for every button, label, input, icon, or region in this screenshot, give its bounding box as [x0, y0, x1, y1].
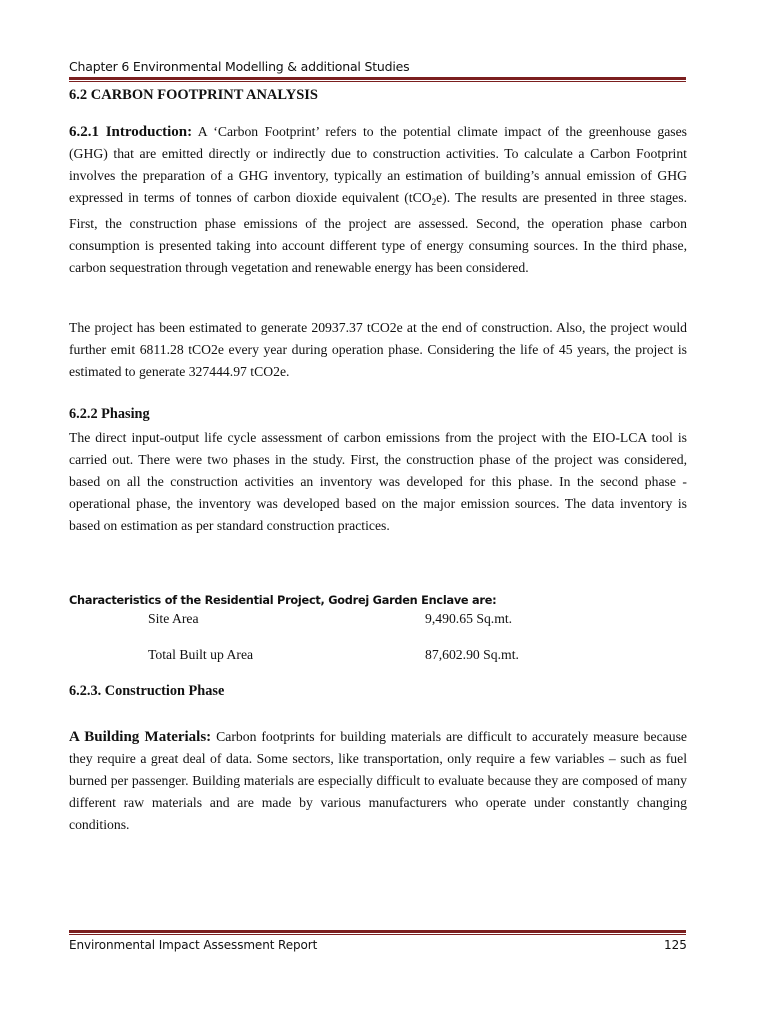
page-number: 125: [664, 938, 687, 952]
construction-heading: 6.2.3. Construction Phase: [69, 683, 225, 699]
materials-text: Carbon footprints for building materials are difficult to accurately measure because they require a great deal of data. Some sectors, like transportation, only require a few variables – such as fuel burned per passenger. Building materials are especially difficult to evaluate because they are composed of many different raw materials and are made by various manufacturers who operate under constantly changing conditions.: [69, 729, 687, 832]
running-header: Chapter 6 Environmental Modelling & additional Studies: [69, 59, 410, 74]
materials-paragraph: [69, 726, 687, 836]
site-area-value: 9,490.65 Sq.mt.: [425, 611, 513, 626]
materials-heading: A Building Materials:: [69, 729, 212, 745]
phasing-paragraph: The direct input-output life cycle assessment of carbon emissions from the project with the EIO-LCA tool is carried out. There were two phases in the study. First, the construction phase of the project was considered, based on all the construction activities an inventory was developed for this phase. In the second phase - operational phase, the inventory was developed based on the major emission sources. The data inventory is based on estimation as per standard construction practices.: [69, 430, 687, 533]
phasing-heading: 6.2.2 Phasing: [69, 406, 150, 422]
footer-report-title: Environmental Impact Assessment Report: [69, 938, 318, 952]
site-area-label: Site Area: [148, 611, 199, 626]
intro-text-part2: e). The results are presented in three stages. First, the construction phase emissions of the project are assessed. Second, the operation phase carbon consumption is presented taking into account different type of energy consuming sources. In the third phase, carbon sequestration through vegetation and renewable energy has been considered.: [69, 190, 687, 275]
intro-text-part1: A ‘Carbon Footprint’ refers to the potential climate impact of the greenhouse gases (GHG) that are emitted directly or indirectly due to construction activities. To calculate a Carbon Footprint involves the preparation of a GHG inventory, typically an estimation of building’s annual emission of GHG expressed in terms of tonnes of carbon dioxide equivalent (tCO: [69, 124, 687, 205]
characteristics-title: Characteristics of the Residential Project, Godrej Garden Enclave are:: [69, 594, 497, 607]
header-rule: [69, 77, 686, 82]
intro-paragraph: [69, 121, 687, 279]
estimate-paragraph: The project has been estimated to generate 20937.37 tCO2e at the end of construction. Also, the project would further emit 6811.28 tCO2e every year during operation phase. Considering the life of 45 years, the project is estimated to generate 327444.97 tCO2e.: [69, 320, 687, 379]
built-up-area-label: Total Built up Area: [148, 647, 254, 662]
footer-rule: [69, 930, 686, 935]
built-up-area-value: 87,602.90 Sq.mt.: [425, 647, 519, 662]
intro-subscript: 2: [431, 197, 437, 207]
section-title: 6.2 CARBON FOOTPRINT ANALYSIS: [69, 87, 318, 103]
intro-heading: 6.2.1 Introduction:: [69, 124, 193, 140]
